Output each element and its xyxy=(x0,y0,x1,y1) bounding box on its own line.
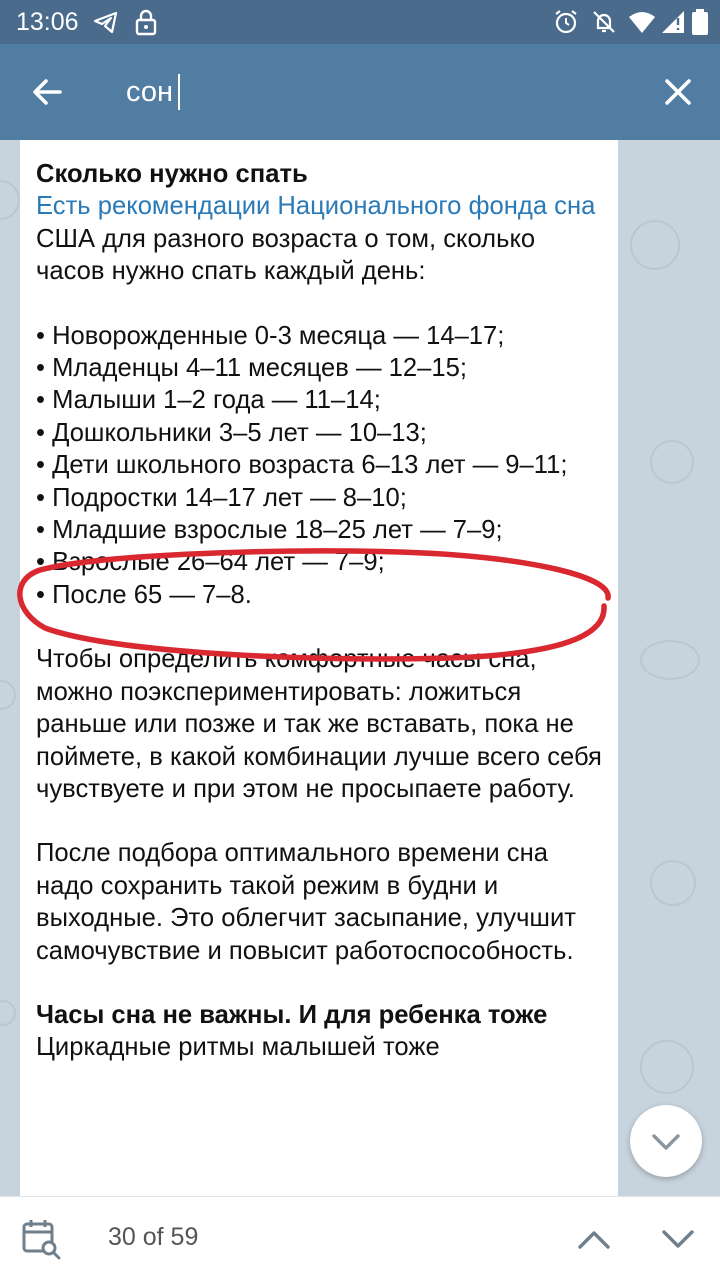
signal-icon xyxy=(660,8,688,36)
status-bar xyxy=(0,0,720,44)
bell-off-icon xyxy=(590,8,618,36)
foundation-link[interactable]: Есть рекомендации Национального фонда сна xyxy=(36,192,596,221)
list-item: • Подростки 14–17 лет — 8–10; xyxy=(36,483,407,512)
result-counter: 30 of 59 xyxy=(108,1223,199,1251)
message-text xyxy=(20,140,618,1064)
chevron-up-icon[interactable] xyxy=(570,1217,618,1261)
list-item: • После 65 — 7–8. xyxy=(36,580,252,609)
status-time: 13:06 xyxy=(16,8,79,36)
battery-icon xyxy=(690,8,710,36)
text-cursor xyxy=(178,74,180,110)
scroll-down-button[interactable] xyxy=(630,1105,702,1177)
chevron-down-icon xyxy=(630,1105,702,1177)
message-bubble[interactable] xyxy=(20,140,618,1200)
list-item: • Малыши 1–2 года — 11–14; xyxy=(36,386,381,415)
wifi-icon xyxy=(628,8,656,36)
section-title: Часы сна не важны. И для ребенка тоже xyxy=(36,1000,548,1029)
message-title: Сколько нужно спать xyxy=(36,160,308,188)
search-header xyxy=(0,44,720,140)
intro-text: США для разного возраста о том, сколько часов нужно спать каждый день: xyxy=(36,224,536,286)
list-item: • Дети школьного возраста 6–13 лет — 9–11; xyxy=(36,451,568,480)
paragraph: Циркадные ритмы малышей тоже xyxy=(36,1033,440,1062)
alarm-icon xyxy=(552,8,580,36)
paragraph: После подбора оптимального времени сна надо сохранить такой режим в будни и выходные. Это облегчит засыпание, улучшит самочувствие и повысит работоспособность. xyxy=(36,839,576,965)
calendar-search-icon[interactable] xyxy=(18,1215,66,1263)
doodle xyxy=(650,860,696,906)
close-icon[interactable] xyxy=(650,66,706,118)
doodle xyxy=(640,640,700,680)
doodle xyxy=(640,1040,694,1094)
list-item-highlighted: • Младшие взрослые 18–25 лет — 7–9; xyxy=(36,516,503,545)
chevron-down-icon[interactable] xyxy=(654,1217,702,1261)
doodle xyxy=(0,180,20,220)
lock-icon xyxy=(132,8,160,36)
paragraph: Чтобы определить комфортные часы сна, можно поэкспериментировать: ложиться раньше или позже и так же вставать, пока не поймете, в какой комбинации лучше всего себя чувствуете и при этом не просыпаете работу. xyxy=(36,645,602,803)
list-item: • Младенцы 4–11 месяцев — 12–15; xyxy=(36,354,467,383)
doodle xyxy=(0,680,16,710)
list-item: • Взрослые 26–64 лет — 7–9; xyxy=(36,548,385,577)
doodle xyxy=(630,220,680,270)
doodle xyxy=(650,440,694,484)
list-item: • Новорожденные 0-3 месяца — 14–17; xyxy=(36,321,505,350)
telegram-icon xyxy=(92,8,120,36)
search-input[interactable] xyxy=(110,66,610,118)
search-results-bar xyxy=(0,1196,720,1280)
age-list xyxy=(36,320,602,612)
message-intro xyxy=(36,190,602,287)
arrow-left-icon[interactable] xyxy=(22,66,74,118)
list-item: • Дошкольники 3–5 лет — 10–13; xyxy=(36,418,427,447)
doodle xyxy=(0,1000,16,1026)
